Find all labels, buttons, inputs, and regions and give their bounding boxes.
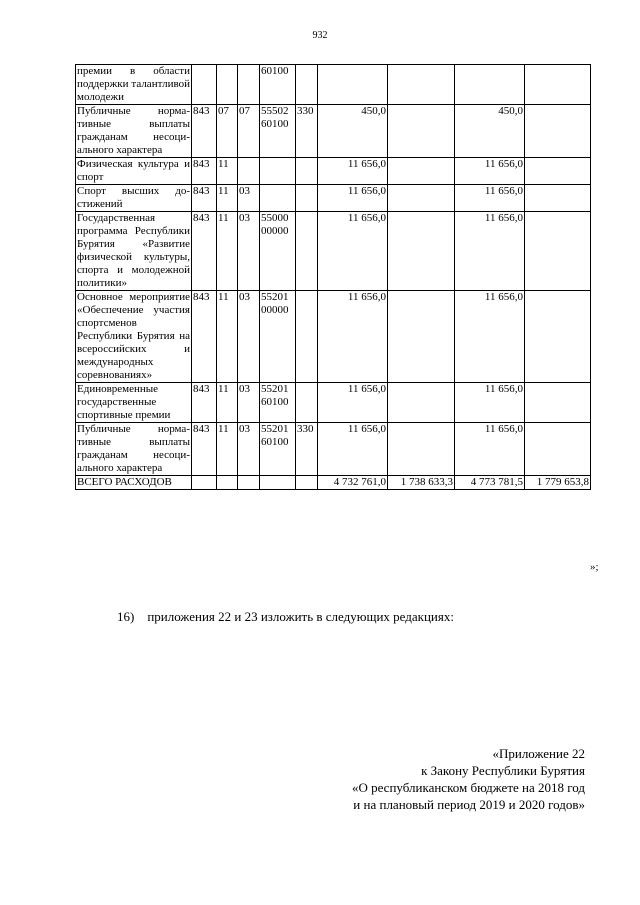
expense-type-cell: 330 xyxy=(296,423,318,476)
appendix-line-2: к Закону Республики Бурятия xyxy=(421,763,585,778)
section-code-cell: 11 xyxy=(217,158,238,185)
amount-2019-subvention-cell: 1 779 653,8 xyxy=(525,476,591,490)
section-code-cell: 11 xyxy=(217,291,238,383)
amount-2018-subvention-cell xyxy=(388,291,455,383)
target-article-cell: 55201 00000 xyxy=(260,291,296,383)
admin-code-cell: 843 xyxy=(192,423,217,476)
admin-code-cell: 843 xyxy=(192,212,217,291)
table-row xyxy=(76,105,591,158)
amount-2018-subvention-cell: 1 738 633,3 xyxy=(388,476,455,490)
amount-2019-cell: 11 656,0 xyxy=(455,212,525,291)
amount-2019-subvention-cell xyxy=(525,158,591,185)
amount-2018-cell: 11 656,0 xyxy=(318,185,388,212)
table-row xyxy=(76,383,591,423)
amount-2018-subvention-cell xyxy=(388,383,455,423)
target-article-cell: 55201 60100 xyxy=(260,383,296,423)
appendix-line-1: «Приложение 22 xyxy=(492,746,585,761)
amount-2018-cell: 11 656,0 xyxy=(318,423,388,476)
amount-2019-cell: 11 656,0 xyxy=(455,185,525,212)
budget-table xyxy=(75,64,591,490)
amount-2019-subvention-cell xyxy=(525,65,591,105)
table-row xyxy=(76,291,591,383)
admin-code-cell: 843 xyxy=(192,291,217,383)
row-name-cell: Спорт высших достижений xyxy=(77,185,190,210)
amount-2019-cell: 11 656,0 xyxy=(455,383,525,423)
amount-2018-cell: 11 656,0 xyxy=(318,291,388,383)
budget-table-body xyxy=(76,65,591,490)
admin-code-cell xyxy=(192,476,217,490)
amount-2019-cell: 4 773 781,5 xyxy=(455,476,525,490)
section-code-cell: 11 xyxy=(217,185,238,212)
amount-2019-subvention-cell xyxy=(525,212,591,291)
subsection-code-cell: 03 xyxy=(238,423,260,476)
amount-2018-cell: 11 656,0 xyxy=(318,212,388,291)
row-name-cell: Государственная программа Республики Бурятия «Развитие физической культуры, спорта и молодежной политики» xyxy=(77,212,190,289)
target-article-cell xyxy=(260,158,296,185)
admin-code-cell: 843 xyxy=(192,383,217,423)
amount-2018-cell: 11 656,0 xyxy=(318,383,388,423)
subsection-code-cell xyxy=(238,476,260,490)
amount-2019-cell: 11 656,0 xyxy=(455,423,525,476)
subsection-code-cell: 03 xyxy=(238,383,260,423)
section-code-cell: 07 xyxy=(217,105,238,158)
expense-type-cell xyxy=(296,291,318,383)
section-code-cell xyxy=(217,65,238,105)
subsection-code-cell xyxy=(238,158,260,185)
amount-2019-cell xyxy=(455,65,525,105)
amount-2019-subvention-cell xyxy=(525,185,591,212)
table-row xyxy=(76,476,591,490)
section-code-cell xyxy=(217,476,238,490)
expense-type-cell: 330 xyxy=(296,105,318,158)
amount-2018-cell: 450,0 xyxy=(318,105,388,158)
row-name-cell: Публичные нормативные выплаты гражданам несоциального характера xyxy=(77,105,190,156)
table-row xyxy=(76,65,591,105)
amount-2018-subvention-cell xyxy=(388,212,455,291)
amount-2019-subvention-cell xyxy=(525,423,591,476)
table-row xyxy=(76,423,591,476)
subsection-code-cell: 03 xyxy=(238,291,260,383)
amount-2018-cell: 11 656,0 xyxy=(318,158,388,185)
target-article-cell: 55000 00000 xyxy=(260,212,296,291)
amount-2018-subvention-cell xyxy=(388,65,455,105)
admin-code-cell: 843 xyxy=(192,158,217,185)
amount-2018-subvention-cell xyxy=(388,423,455,476)
amount-2018-subvention-cell xyxy=(388,105,455,158)
target-article-cell xyxy=(260,476,296,490)
amount-2019-subvention-cell xyxy=(525,105,591,158)
amount-2019-subvention-cell xyxy=(525,383,591,423)
expense-type-cell xyxy=(296,212,318,291)
section-code-cell: 11 xyxy=(217,212,238,291)
amount-2019-cell: 11 656,0 xyxy=(455,158,525,185)
target-article-cell xyxy=(260,185,296,212)
amount-2018-subvention-cell xyxy=(388,158,455,185)
appendix-header xyxy=(352,745,585,813)
appendix-line-3: «О республиканском бюджете на 2018 год xyxy=(351,780,585,795)
expense-type-cell xyxy=(296,185,318,212)
admin-code-cell: 843 xyxy=(192,185,217,212)
amount-2018-cell xyxy=(318,65,388,105)
amount-2019-subvention-cell xyxy=(525,291,591,383)
amount-2018-subvention-cell xyxy=(388,185,455,212)
subsection-code-cell xyxy=(238,65,260,105)
section-code-cell: 11 xyxy=(217,383,238,423)
amount-2019-cell: 450,0 xyxy=(455,105,525,158)
amount-2018-cell: 4 732 761,0 xyxy=(318,476,388,490)
closing-quote-mark: »; xyxy=(590,561,599,573)
page-number: 932 xyxy=(312,30,328,41)
expense-type-cell xyxy=(296,383,318,423)
row-name-cell: ВСЕГО РАСХОДОВ xyxy=(76,476,192,490)
admin-code-cell: 843 xyxy=(192,105,217,158)
subsection-code-cell: 03 xyxy=(238,185,260,212)
table-row xyxy=(76,158,591,185)
subsection-code-cell: 03 xyxy=(238,212,260,291)
row-name-cell: Единовременные государственные спортивные премии xyxy=(76,383,192,423)
row-name-cell: Физическая культура и спорт xyxy=(77,158,190,183)
expense-type-cell xyxy=(296,476,318,490)
table-row xyxy=(76,212,591,291)
expense-type-cell xyxy=(296,158,318,185)
subsection-code-cell: 07 xyxy=(238,105,260,158)
appendix-line-4: и на плановый период 2019 и 2020 годов» xyxy=(353,797,585,812)
section-code-cell: 11 xyxy=(217,423,238,476)
amount-2019-cell: 11 656,0 xyxy=(455,291,525,383)
admin-code-cell xyxy=(192,65,217,105)
row-name-cell: Основное мероприятие «Обеспечение участия спортсменов Республики Бурятия на всероссийских и международных соревнованиях» xyxy=(77,291,190,381)
target-article-cell: 55502 60100 xyxy=(260,105,296,158)
expense-type-cell xyxy=(296,65,318,105)
amendment-paragraph: 16) приложения 22 и 23 изложить в следующих редакциях: xyxy=(117,609,454,624)
table-row xyxy=(76,185,591,212)
target-article-cell: 60100 xyxy=(260,65,296,105)
row-name-cell: Публичные нормативные выплаты гражданам несоциального характера xyxy=(77,423,190,474)
target-article-cell: 55201 60100 xyxy=(260,423,296,476)
row-name-cell: премии в области поддержки талантливой молодежи xyxy=(77,65,190,103)
